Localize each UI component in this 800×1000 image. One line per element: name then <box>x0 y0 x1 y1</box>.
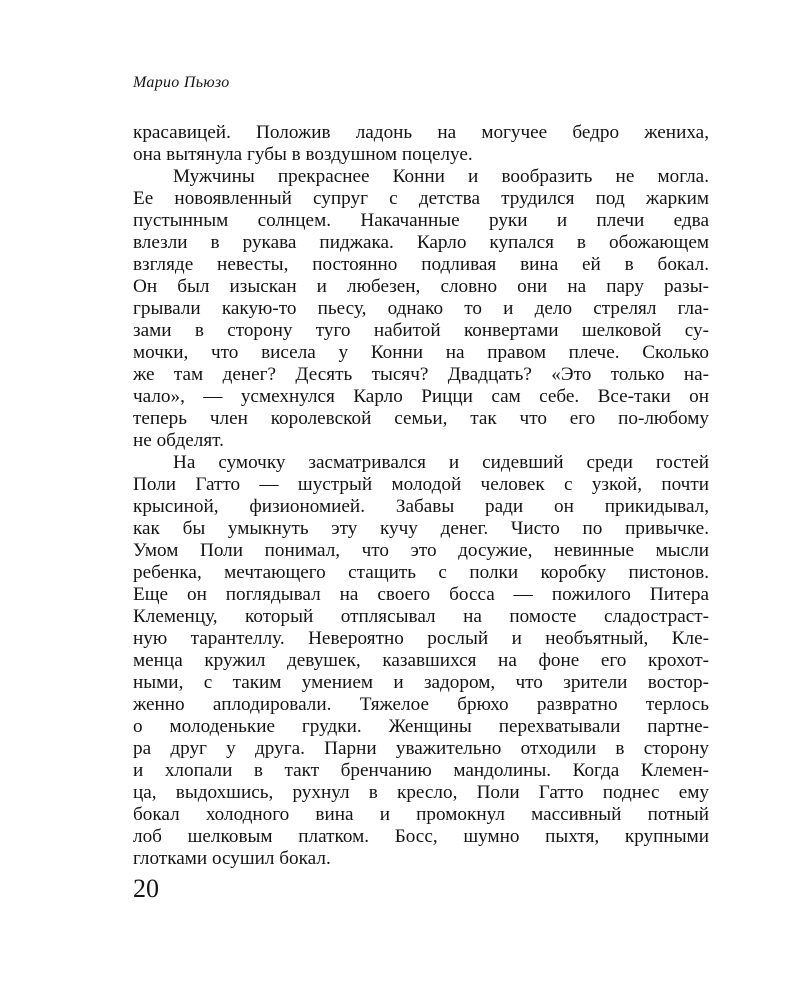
text-line: о молоденькие грудки. Женщины перехватывали партне- <box>133 716 709 737</box>
text-line: ребенка, мечтающего стащить с полки коробку пистонов. <box>133 562 709 583</box>
text-line: грывали какую-то пьесу, однако то и дело стрелял гла- <box>133 298 709 319</box>
text-line: Мужчины прекраснее Конни и вообразить не могла. <box>173 166 709 187</box>
text-line: чало», — усмехнулся Карло Рицци сам себе. Все-таки он <box>133 386 709 407</box>
text-line: женно аплодировали. Тяжелое брюхо развратно терлось <box>133 694 709 715</box>
text-line: глотками осушил бокал. <box>133 848 331 869</box>
text-line: бокал холодного вина и промокнул массивный потный <box>133 804 709 825</box>
text-line: Умом Поли понимал, что это досужие, невинные мысли <box>133 540 709 561</box>
text-line: крысиной, физиономией. Забавы ради он прикидывал, <box>133 496 709 517</box>
text-line: зами в сторону туго набитой конвертами шелковой су- <box>133 320 709 341</box>
text-line: Ее новоявленный супруг с детства трудился под жарким <box>133 188 709 209</box>
text-line: взгляде невесты, постоянно подливая вина ей в бокал. <box>133 254 709 275</box>
text-line: На сумочку засматривался и сидевший среди гостей <box>173 452 709 473</box>
page-body-text <box>133 122 709 870</box>
text-line: лоб шелковым платком. Босс, шумно пыхтя, крупными <box>133 826 709 847</box>
text-line: не обделят. <box>133 430 224 451</box>
text-line: же там денег? Десять тысяч? Двадцать? «Это только на- <box>133 364 709 385</box>
text-line: влезли в рукава пиджака. Карло купался в обожающем <box>133 232 709 253</box>
running-head-author: Марио Пьюзо <box>133 74 230 91</box>
text-line: Клеменцу, который отплясывал на помосте сладостраст- <box>133 606 709 627</box>
text-line: ную тарантеллу. Невероятно рослый и необъятный, Кле- <box>133 628 709 649</box>
text-line: ра друг у друга. Парни уважительно отходили в сторону <box>133 738 709 759</box>
page-number: 20 <box>133 874 159 903</box>
text-line: мочки, что висела у Конни на правом плече. Сколько <box>133 342 709 363</box>
text-line: и хлопали в такт бренчанию мандолины. Когда Клемен- <box>133 760 709 781</box>
text-line: как бы умыкнуть эту кучу денег. Чисто по привычке. <box>133 518 709 539</box>
text-line: Еще он поглядывал на своего босса — пожилого Питера <box>133 584 709 605</box>
text-line: менца кружил девушек, казавшихся на фоне его крохот- <box>133 650 709 671</box>
text-line: ца, выдохшись, рухнул в кресло, Поли Гатто поднес ему <box>133 782 709 803</box>
text-line: красавицей. Положив ладонь на могучее бедро жениха, <box>133 122 709 143</box>
text-line: пустынным солнцем. Накачанные руки и плечи едва <box>133 210 709 231</box>
text-line: ными, с таким умением и задором, что зрители востор- <box>133 672 709 693</box>
text-line: Он был изыскан и любезен, словно они на пару разы- <box>133 276 709 297</box>
text-line: Поли Гатто — шустрый молодой человек с узкой, почти <box>133 474 709 495</box>
text-line: она вытянула губы в воздушном поцелуе. <box>133 144 473 165</box>
text-line: теперь член королевской семьи, так что его по-любому <box>133 408 709 429</box>
